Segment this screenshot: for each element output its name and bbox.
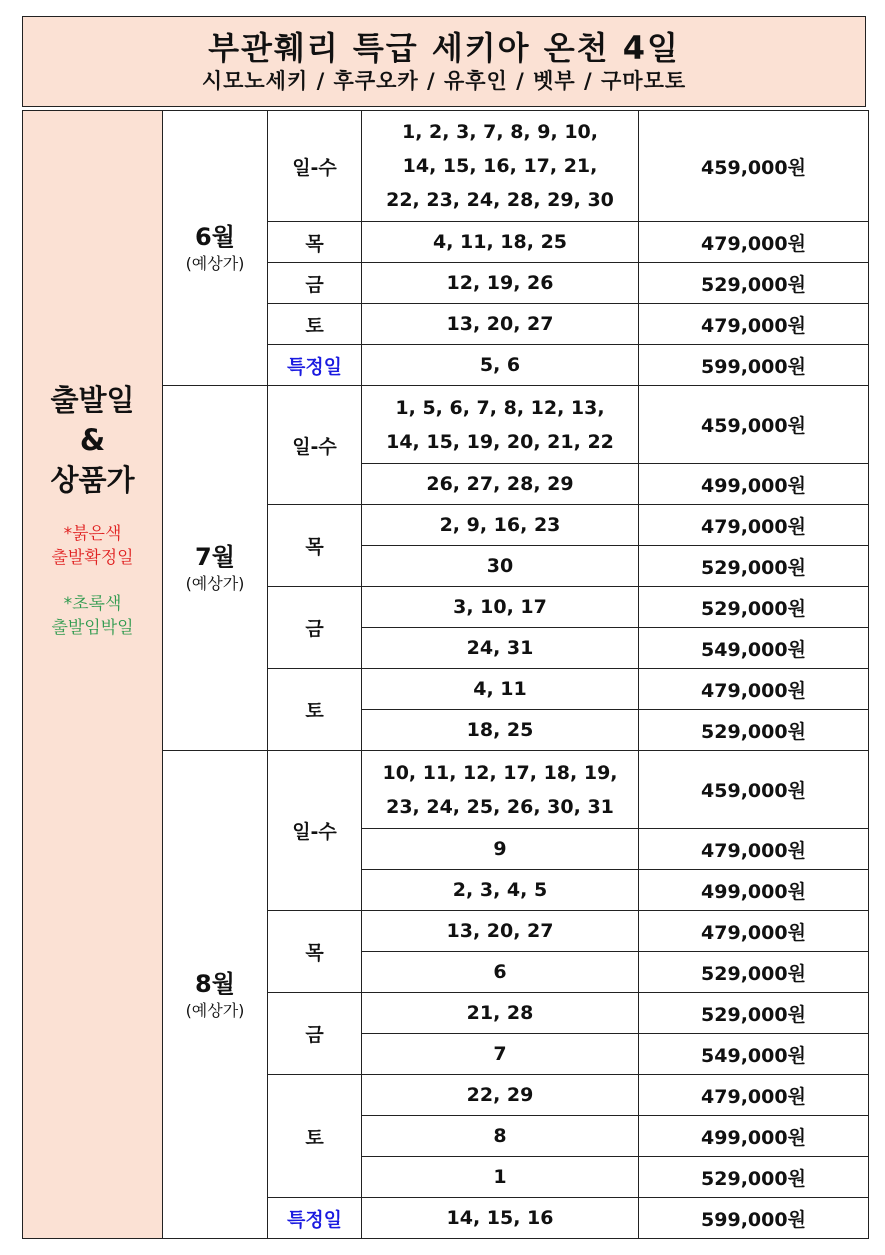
special-day-cell: 특정일 xyxy=(268,345,362,386)
month-estimate-note: (예상가) xyxy=(185,254,245,273)
side-label-amp: & xyxy=(79,422,106,457)
side-label-price: 상품가 xyxy=(50,462,135,497)
departure-dates-cell xyxy=(362,751,639,829)
price-cell: 529,000원 xyxy=(639,952,869,993)
special-day-cell: 특정일 xyxy=(268,1198,362,1239)
month-name: 7월 xyxy=(195,543,235,571)
departure-dates-cell xyxy=(362,587,639,628)
departure-dates-line: 30 xyxy=(486,555,514,577)
price-cell: 549,000원 xyxy=(639,628,869,669)
departure-dates-cell xyxy=(362,628,639,669)
weekday-cell: 일-수 xyxy=(268,111,362,222)
departure-dates-line: 14, 15, 16, 17, 21, xyxy=(402,155,598,177)
departure-dates-cell xyxy=(362,911,639,952)
weekday-cell: 일-수 xyxy=(268,751,362,911)
schedule-price-table xyxy=(22,110,869,1239)
departure-dates-line: 10, 11, 12, 17, 18, 19, xyxy=(382,761,618,784)
price-cell: 599,000원 xyxy=(639,1198,869,1239)
departure-dates-cell xyxy=(362,1034,639,1075)
departure-dates-line: 1, 5, 6, 7, 8, 12, 13, xyxy=(395,396,605,419)
departure-dates-line: 3, 10, 17 xyxy=(453,596,547,618)
month-estimate-note: (예상가) xyxy=(185,574,245,593)
price-cell: 459,000원 xyxy=(639,751,869,829)
departure-dates-cell xyxy=(362,1116,639,1157)
departure-dates-cell xyxy=(362,263,639,304)
departure-dates-cell xyxy=(362,669,639,710)
month-cell xyxy=(163,751,268,1239)
price-cell: 499,000원 xyxy=(639,464,869,505)
departure-dates-line: 2, 3, 4, 5 xyxy=(452,879,548,901)
departure-dates-cell xyxy=(362,1075,639,1116)
departure-dates-line: 2, 9, 16, 23 xyxy=(439,514,561,536)
weekday-cell: 금 xyxy=(268,263,362,304)
table-row xyxy=(23,111,869,222)
price-cell: 479,000원 xyxy=(639,222,869,263)
price-cell: 549,000원 xyxy=(639,1034,869,1075)
title-banner xyxy=(22,16,866,107)
price-cell: 479,000원 xyxy=(639,911,869,952)
price-cell: 529,000원 xyxy=(639,587,869,628)
price-cell: 479,000원 xyxy=(639,829,869,870)
departure-dates-cell xyxy=(362,1198,639,1239)
departure-dates-line: 22, 23, 24, 28, 29, 30 xyxy=(386,189,614,211)
departure-dates-cell xyxy=(362,345,639,386)
price-cell: 529,000원 xyxy=(639,1157,869,1198)
price-cell: 459,000원 xyxy=(639,386,869,464)
weekday-cell: 목 xyxy=(268,505,362,587)
departure-dates-cell xyxy=(362,952,639,993)
departure-dates-line: 7 xyxy=(493,1043,507,1065)
departure-dates-cell xyxy=(362,386,639,464)
weekday-cell: 토 xyxy=(268,1075,362,1198)
departure-dates-line: 18, 25 xyxy=(466,719,534,741)
departure-dates-cell xyxy=(362,870,639,911)
departure-dates-line: 4, 11, 18, 25 xyxy=(432,231,568,253)
month-cell xyxy=(163,386,268,751)
side-label-departure: 출발일 xyxy=(50,382,135,417)
departure-price-label-cell xyxy=(23,111,163,1239)
departure-dates-line: 1, 2, 3, 7, 8, 9, 10, xyxy=(402,121,598,143)
price-cell: 459,000원 xyxy=(639,111,869,222)
price-cell: 599,000원 xyxy=(639,345,869,386)
month-name: 6월 xyxy=(195,223,235,251)
departure-dates-line: 26, 27, 28, 29 xyxy=(426,473,574,495)
weekday-cell: 금 xyxy=(268,993,362,1075)
price-cell: 499,000원 xyxy=(639,1116,869,1157)
departure-dates-cell xyxy=(362,993,639,1034)
departure-dates-cell xyxy=(362,829,639,870)
weekday-cell: 목 xyxy=(268,222,362,263)
weekday-cell: 목 xyxy=(268,911,362,993)
departure-dates-cell xyxy=(362,111,639,222)
tour-route: 시모노세키 / 후쿠오카 / 유후인 / 벳부 / 구마모토 xyxy=(201,68,687,93)
departure-dates-cell xyxy=(362,710,639,751)
departure-dates-line: 5, 6 xyxy=(479,354,521,376)
price-cell: 529,000원 xyxy=(639,546,869,587)
price-cell: 479,000원 xyxy=(639,669,869,710)
legend-green-desc: 출발임박일 xyxy=(51,617,134,638)
price-cell: 529,000원 xyxy=(639,263,869,304)
weekday-cell: 금 xyxy=(268,587,362,669)
departure-dates-cell xyxy=(362,505,639,546)
price-cell: 529,000원 xyxy=(639,710,869,751)
departure-dates-line: 21, 28 xyxy=(466,1002,534,1024)
departure-dates-line: 14, 15, 16 xyxy=(446,1207,554,1229)
departure-dates-line: 12, 19, 26 xyxy=(446,272,554,294)
departure-dates-line: 4, 11 xyxy=(473,678,527,700)
departure-dates-cell xyxy=(362,546,639,587)
departure-dates-cell xyxy=(362,1157,639,1198)
weekday-cell: 일-수 xyxy=(268,386,362,505)
departure-dates-cell xyxy=(362,464,639,505)
month-estimate-note: (예상가) xyxy=(185,1000,245,1020)
departure-dates-line: 14, 15, 19, 20, 21, 22 xyxy=(386,430,614,453)
departure-dates-cell xyxy=(362,222,639,263)
departure-dates-line: 22, 29 xyxy=(466,1084,534,1106)
price-cell: 479,000원 xyxy=(639,505,869,546)
price-cell: 479,000원 xyxy=(639,304,869,345)
weekday-cell: 토 xyxy=(268,304,362,345)
departure-dates-line: 8 xyxy=(493,1125,507,1147)
departure-dates-line: 13, 20, 27 xyxy=(446,313,554,335)
departure-dates-line: 24, 31 xyxy=(466,637,534,659)
departure-dates-line: 23, 24, 25, 26, 30, 31 xyxy=(386,795,614,818)
tour-title: 부관훼리 특급 세키아 온천 4일 xyxy=(208,28,680,67)
departure-dates-line: 9 xyxy=(493,838,507,860)
departure-dates-line: 6 xyxy=(493,961,507,983)
legend-green-title: *초록색 xyxy=(63,593,122,614)
month-cell xyxy=(163,111,268,386)
departure-dates-line: 13, 20, 27 xyxy=(446,920,554,942)
price-cell: 479,000원 xyxy=(639,1075,869,1116)
legend-red-desc: 출발확정일 xyxy=(51,547,134,568)
departure-dates-cell xyxy=(362,304,639,345)
price-sheet xyxy=(22,16,868,1244)
departure-dates-line: 1 xyxy=(493,1166,507,1188)
legend-red-title: *붉은색 xyxy=(63,523,122,544)
weekday-cell: 토 xyxy=(268,669,362,751)
price-cell: 499,000원 xyxy=(639,870,869,911)
month-name: 8월 xyxy=(195,969,235,998)
price-cell: 529,000원 xyxy=(639,993,869,1034)
